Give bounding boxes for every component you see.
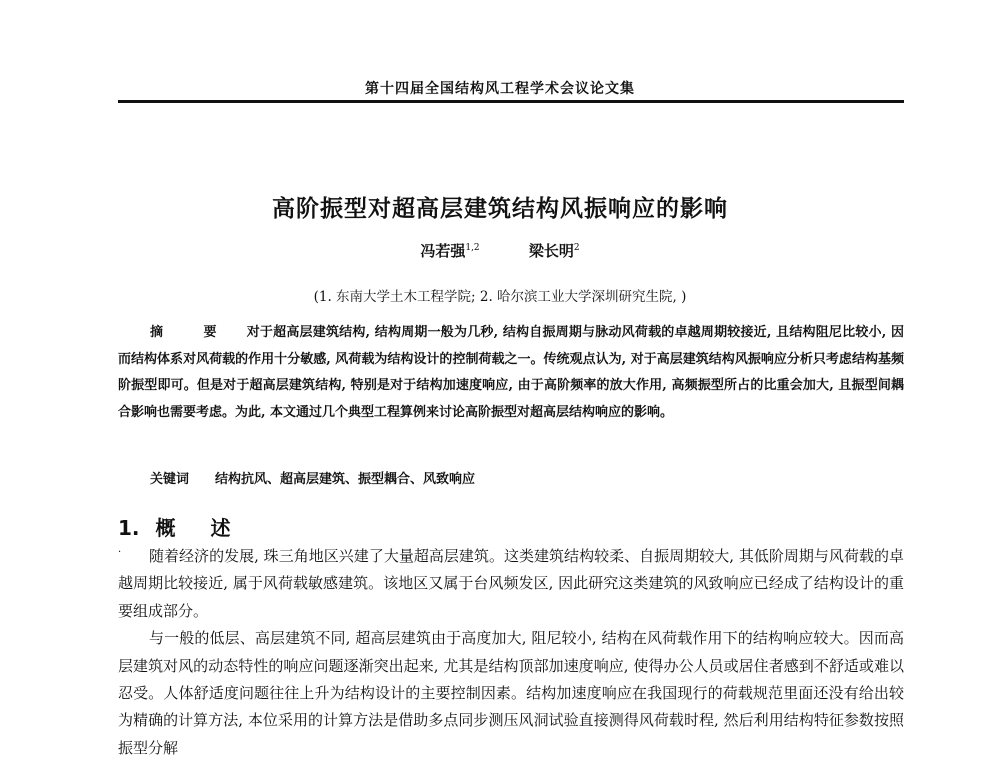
- section-heading: [118, 512, 244, 541]
- body-text: [118, 543, 904, 762]
- author-affiliation-mark: 1,2: [465, 243, 480, 253]
- author-1: [420, 240, 479, 261]
- author-name: 冯若强: [420, 242, 466, 260]
- author-name: 梁长明: [528, 242, 574, 260]
- header-rule: [118, 100, 904, 103]
- keywords-text: 结构抗风、超高层建筑、振型耦合、风致响应: [215, 472, 476, 487]
- running-header: 第十四届全国结构风工程学术会议论文集: [365, 81, 635, 97]
- margin-dot: ·: [118, 547, 122, 558]
- paragraph: 与一般的低层、高层建筑不同, 超高层建筑由于高度加大, 阻尼较小, 结构在风荷载作用下的结构响应较大。因而高层建筑对风的动态特性的响应问题逐渐突出起来, 尤其是结构顶部加速度响应, 使得办公人员或居住者感到不舒适或难以忍受。人体舒适度问题往往上升为结构设计的主要控制因素。结构加速度响应在我国现行的荷载规范里面还没有给出较为精确的计算方法, 本位采用的计算方法是借助多点同步测压风洞试验直接测得风荷载时程, 然后利用结构特征参数按照振型分解: [118, 629, 904, 757]
- author-affiliation-mark: 2: [573, 243, 580, 253]
- keywords-label: 关键词: [150, 472, 190, 487]
- paper-title: 高阶振型对超高层建筑结构风振响应的影响: [272, 196, 728, 222]
- keywords: [150, 468, 475, 487]
- abstract-text: 对于超高层建筑结构, 结构周期一般为几秒, 结构自振周期与脉动风荷载的卓越周期较接近, 且结构阻尼比较小, 因而结构体系对风荷载的作用十分敏感, 风荷载为结构设计的控制荷载之一。传统观点认为, 对于高层建筑结构风振响应分析只考虑结构基频阶振型即可。但是对于超高层建筑结构, 特别是对于结构加速度响应, 由于高阶频率的放大作用, 高频振型所占的比重会加大, 且振型间耦合影响也需要考虑。为此, 本文通过几个典型工程算例来讨论高阶振型对超高层结构响应的影响。: [118, 325, 904, 420]
- section-number: 1.: [118, 516, 140, 540]
- section-title: 概 述: [155, 516, 245, 540]
- abstract-label: 摘 要: [150, 325, 235, 340]
- paragraph: 随着经济的发展, 珠三角地区兴建了大量超高层建筑。这类建筑结构较柔、自振周期较大, 其低阶周期与风荷载的卓越周期比较接近, 属于风荷载敏感建筑。该地区又属于台风频发区, 因此研究这类建筑的风致响应已经成了结构设计的重要组成部分。: [118, 547, 904, 620]
- affiliation: (1. 东南大学土木工程学院; 2. 哈尔滨工业大学深圳研究生院, ): [313, 289, 687, 305]
- abstract: [118, 320, 904, 426]
- author-2: [529, 240, 580, 261]
- author-line: [0, 240, 1000, 261]
